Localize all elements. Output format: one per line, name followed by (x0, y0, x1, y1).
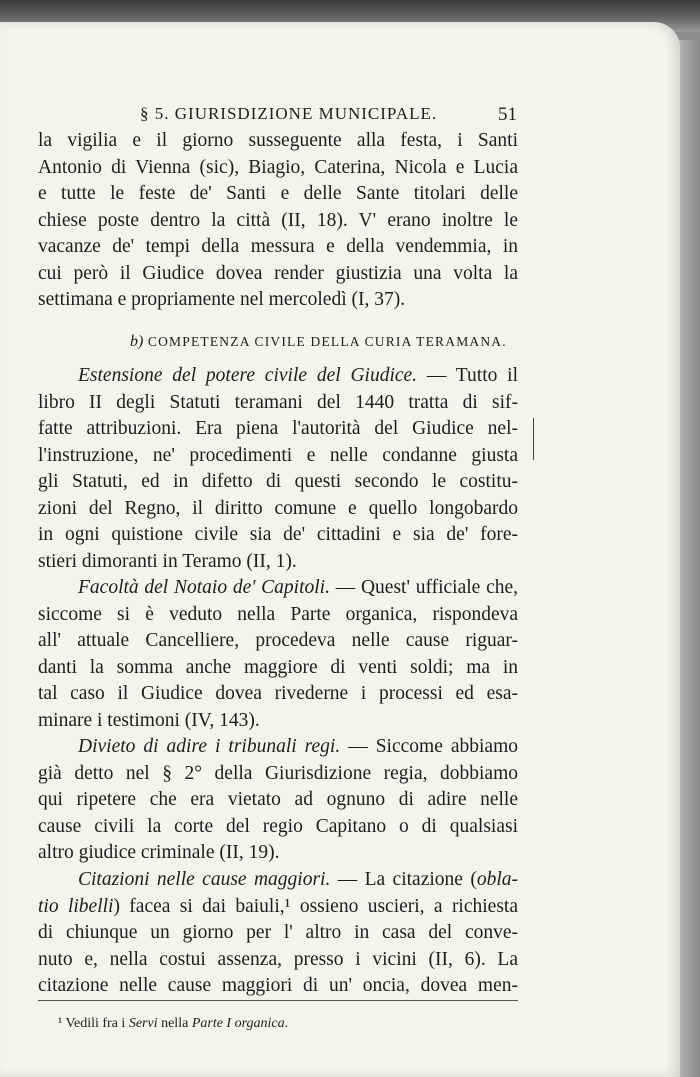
subsection-title: COMPETENZA CIVILE DELLA CURIA TERAMANA. (147, 334, 507, 349)
text-line: Divieto di adire i tribunali regi. — Siccome abbiamo (78, 736, 518, 757)
text-line: qui ripetere che era vietato ad ognuno di adire nelle (38, 789, 518, 810)
text-line: libro II degli Statuti teramani del 1440 tratta di sif- (38, 391, 518, 413)
paragraph-title: Divieto di adire i tribunali regi. (78, 736, 341, 757)
text-line: stieri dimoranti in Teramo (II, 1). (38, 550, 297, 572)
paragraph-3 (38, 575, 518, 734)
page-number: 51 (498, 104, 517, 125)
paragraph-1 (38, 128, 518, 314)
text-line: fatte attribuzioni. Era piena l'autorità del Giudice nel- (38, 418, 518, 439)
text-line: minare i testimoni (IV, 143). (38, 709, 260, 731)
text-line: settimana e propriamente nel mercoledì (I, 37). (38, 289, 406, 310)
text-line: Antonio di Vienna (sic), Biagio, Caterina, Nicola e Lucia (38, 156, 518, 178)
text-line: tal caso il Giudice dovea rivederne i processi ed esa- (38, 683, 518, 704)
text-line: nuto e, nella costui assenza, presso i vicini (II, 6). La (38, 948, 518, 970)
footnote: ¹ Vedili fra i Servi nella Parte I organica. (58, 1016, 289, 1031)
paragraph-5 (38, 867, 518, 1000)
text-line: Citazioni nelle cause maggiori. — La citazione (obla- (78, 869, 518, 890)
subsection-label: b) (130, 333, 144, 350)
text-line: citazione nelle cause maggiori di un' oncia, dovea men- (38, 975, 518, 996)
section-title: § 5. GIURISDIZIONE MUNICIPALE. (140, 104, 438, 123)
paragraph-2 (38, 363, 518, 575)
text-line: e tutte le feste de' Santi e delle Sante titolari delle (38, 183, 518, 204)
text-line: l'instruzione, ne' procedimenti e nelle condanne giusta (38, 444, 518, 466)
paragraph-title: Citazioni nelle cause maggiori. (78, 869, 331, 890)
paragraph-4 (38, 734, 518, 867)
text-line: Facoltà del Notaio de' Capitoli. — Quest' ufficiale che, (78, 577, 518, 598)
text-line: di chiunque un giorno per l' altro in casa del conve- (38, 922, 518, 943)
text-line: chiese poste dentro la città (II, 18). V' erano inoltre le (38, 209, 518, 231)
text-line: zioni del Regno, il diritto comune e quello longobardo (38, 497, 518, 519)
text-line: gli Statuti, ed in difetto di questi secondo le costitu- (38, 471, 518, 492)
text-line: la vigilia e il giorno susseguente alla festa, i Santi (38, 130, 518, 151)
text-line: cause civili la corte del regio Capitano o di qualsiasi (38, 815, 518, 837)
text-line: cui però il Giudice dovea render giustizia una volta la (38, 262, 518, 284)
text-line: vacanze de' tempi della messura e della vendemmia, in (38, 236, 518, 257)
subsection-heading (130, 333, 507, 351)
text-line: all' attuale Cancelliere, procedeva nelle cause riguar- (38, 630, 518, 651)
text-line: tio libelli) facea si dai baiuli,¹ ossieno uscieri, a richiesta (38, 895, 518, 917)
text-line: danti la somma anche maggiore di venti soldi; ma in (38, 656, 518, 678)
text-line: Estensione del potere civile del Giudice. — Tutto il (78, 365, 519, 386)
paragraph-title: Facoltà del Notaio de' Capitoli. (78, 577, 330, 598)
text-line: in ogni quistione civile sia de' cittadini e sia de' fore- (38, 524, 518, 545)
margin-mark (533, 418, 534, 460)
text-line: siccome si è veduto nella Parte organica, rispondeva (38, 603, 518, 625)
running-header (140, 104, 517, 126)
text-line: altro giudice criminale (II, 19). (38, 842, 280, 863)
footnote-rule (38, 1000, 518, 1001)
text-line: già detto nel § 2° della Giurisdizione regia, dobbiamo (38, 762, 518, 784)
paragraph-title: Estensione del potere civile del Giudice. (78, 365, 418, 386)
